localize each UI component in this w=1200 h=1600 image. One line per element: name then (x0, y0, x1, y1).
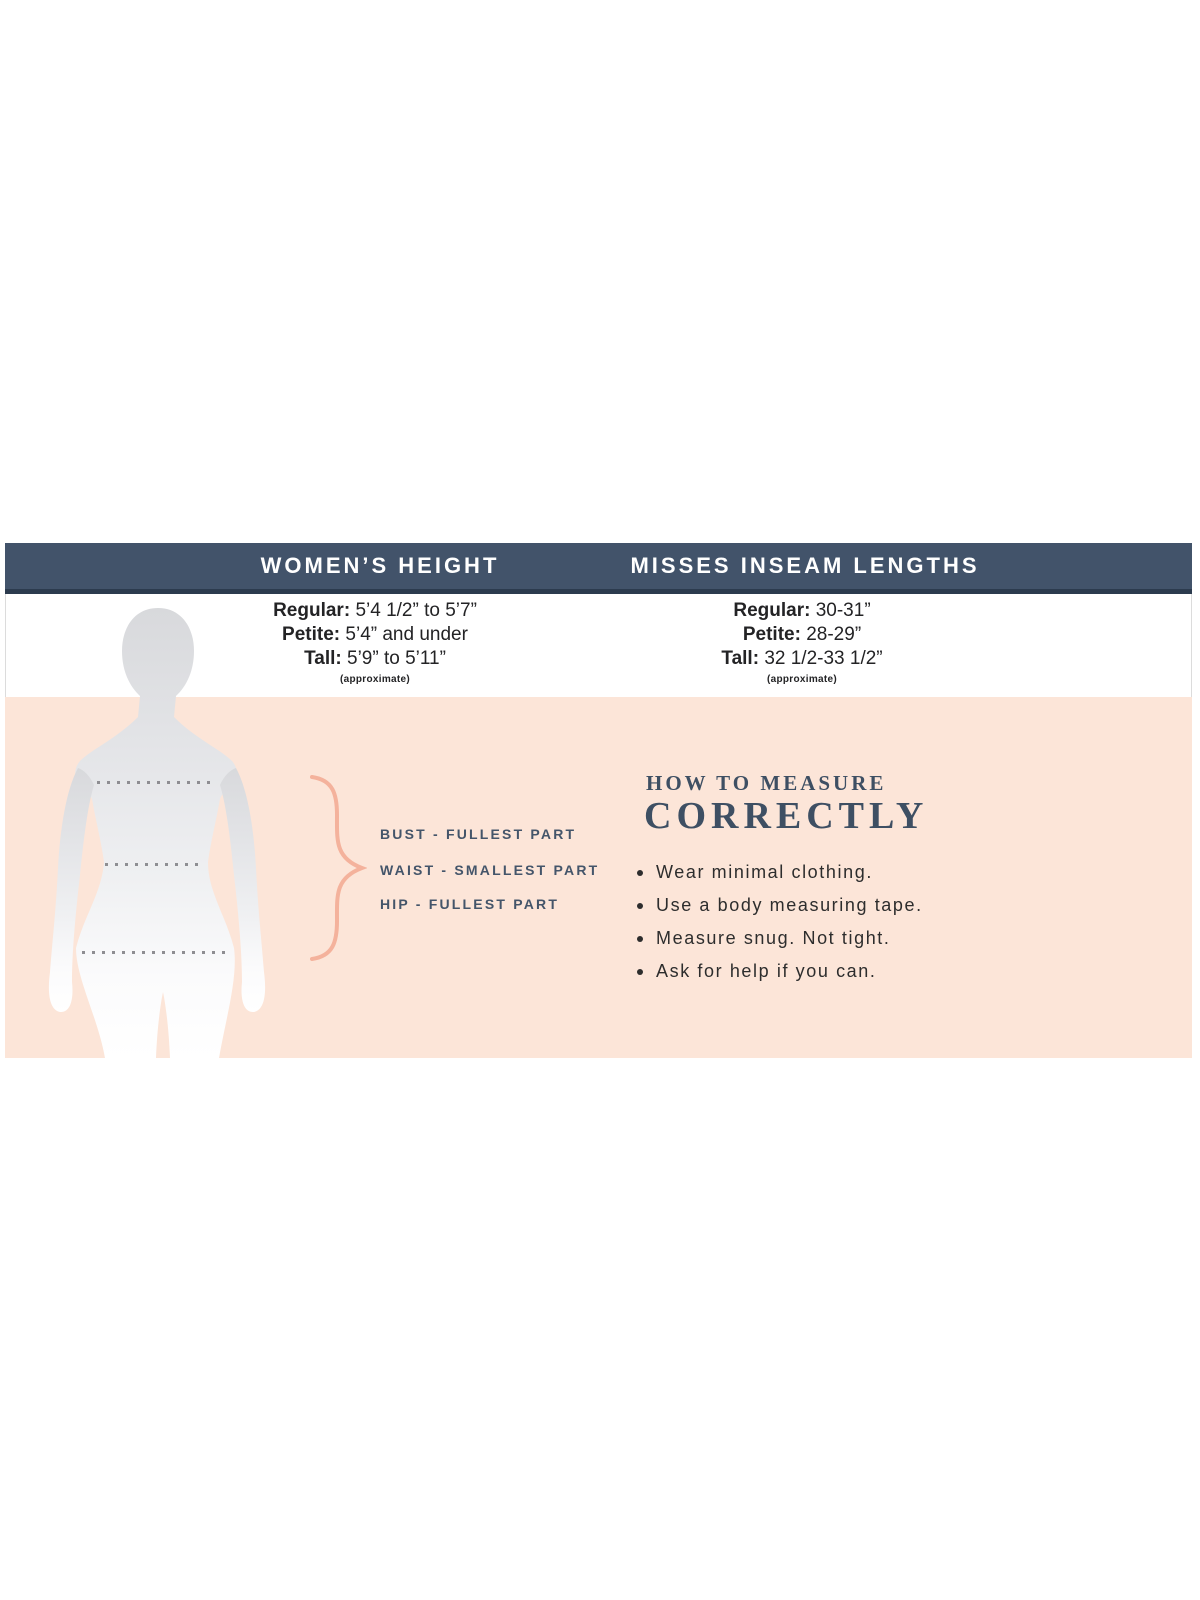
tip-text: Ask for help if you can. (656, 961, 877, 981)
tip-item (637, 961, 923, 982)
waist-dotted-line (105, 863, 205, 866)
height-tall-label: Tall: (304, 648, 342, 669)
tip-item (637, 895, 923, 916)
height-tall-value: 5’9” to 5’11” (347, 648, 446, 669)
waist-label: WAIST - SMALLEST PART (380, 862, 600, 878)
table-header-bar (5, 543, 1192, 594)
inseam-approximate-note: (approximate) (766, 674, 838, 685)
height-regular-value: 5’4 1/2” to 5’7” (355, 600, 477, 621)
inseam-regular-value: 30-31” (815, 600, 871, 621)
inseam-tall-label: Tall: (721, 648, 760, 669)
tip-text: Use a body measuring tape. (656, 895, 923, 915)
column-header-misses-inseam-lengths: MISSES INSEAM LENGTHS (630, 553, 980, 578)
height-tall-line (175, 647, 575, 671)
inseam-regular-line (602, 599, 1002, 623)
height-petite-line (175, 623, 575, 647)
womens-height-values (175, 599, 575, 685)
inseam-regular-label: Regular: (733, 600, 811, 621)
bust-dotted-line (97, 781, 214, 784)
inseam-petite-label: Petite: (742, 624, 801, 645)
hip-dotted-line (82, 951, 227, 954)
how-to-measure-heading: HOW TO MEASURE (646, 771, 887, 795)
height-regular-line (175, 599, 575, 623)
inseam-petite-line (602, 623, 1002, 647)
height-regular-label: Regular: (273, 600, 351, 621)
tip-text: Wear minimal clothing. (656, 862, 873, 882)
inseam-petite-value: 28-29” (806, 624, 862, 645)
tip-item (637, 862, 923, 883)
bullet-dot-icon (637, 903, 643, 909)
curly-brace-icon (305, 770, 367, 965)
height-approximate-note: (approximate) (339, 674, 411, 685)
measuring-tips-list (637, 862, 923, 994)
bullet-dot-icon (637, 969, 643, 975)
column-header-womens-height: WOMEN’S HEIGHT (260, 553, 500, 578)
inseam-tall-line (602, 647, 1002, 671)
hip-label: HIP - FULLEST PART (380, 896, 560, 912)
bust-label: BUST - FULLEST PART (380, 826, 577, 842)
height-petite-value: 5’4” and under (345, 624, 468, 645)
height-petite-label: Petite: (282, 624, 341, 645)
tip-item (637, 928, 923, 949)
inseam-tall-value: 32 1/2-33 1/2” (764, 648, 883, 669)
correctly-heading: CORRECTLY (644, 795, 929, 837)
tip-text: Measure snug. Not tight. (656, 928, 891, 948)
bullet-dot-icon (637, 936, 643, 942)
bullet-dot-icon (637, 870, 643, 876)
misses-inseam-values (602, 599, 1002, 685)
